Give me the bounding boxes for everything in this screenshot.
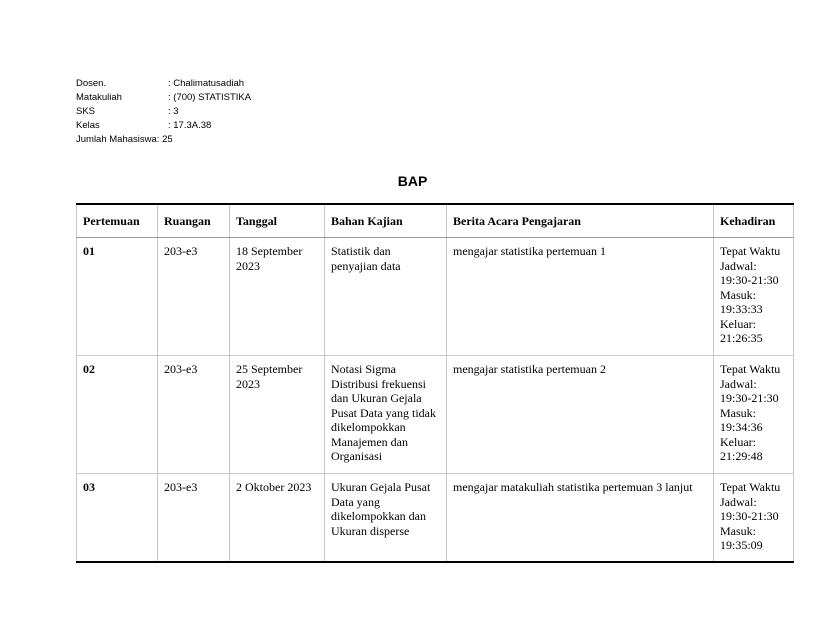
info-row-jumlah-mahasiswa xyxy=(76,133,251,147)
info-value: : 25 xyxy=(156,134,173,145)
cell-bahan-kajian: Ukuran Gejala Pusat Data yang dikelompokkan dan Ukuran disperse xyxy=(325,474,447,562)
table-row xyxy=(77,474,794,562)
cell-berita-acara: mengajar statistika pertemuan 1 xyxy=(447,238,714,356)
cell-bahan-kajian: Notasi Sigma Distribusi frekuensi dan Ukuran Gejala Pusat Data yang tidak dikelompokkan Manajemen dan Organisasi xyxy=(325,356,447,474)
kehadiran-line: 19:35:09 xyxy=(720,538,763,552)
column-header-ruangan: Ruangan xyxy=(158,204,230,238)
cell-tanggal: 25 September 2023 xyxy=(230,356,325,474)
kehadiran-line: Jadwal: xyxy=(720,494,757,509)
kehadiran-status: Tepat Waktu xyxy=(720,244,781,258)
kehadiran-line: 21:29:48 xyxy=(720,449,763,463)
kehadiran-line: 19:30-21:30 xyxy=(720,391,779,405)
info-label: Matakuliah xyxy=(76,92,122,103)
cell-pertemuan: 01 xyxy=(77,238,158,356)
info-label: Dosen. xyxy=(76,78,107,89)
kehadiran-line: 19:30-21:30 xyxy=(720,509,779,523)
kehadiran-line: 21:26:35 xyxy=(720,331,763,345)
course-info xyxy=(76,77,251,147)
kehadiran-line: Masuk: xyxy=(720,405,756,420)
cell-pertemuan: 03 xyxy=(77,474,158,562)
table-header-row xyxy=(77,204,794,238)
kehadiran-line: Keluar: xyxy=(720,434,756,449)
cell-tanggal: 18 September 2023 xyxy=(230,238,325,356)
info-value: : 3 xyxy=(168,106,179,117)
cell-tanggal: 2 Oktober 2023 xyxy=(230,474,325,562)
cell-berita-acara: mengajar statistika pertemuan 2 xyxy=(447,356,714,474)
info-row-matakuliah xyxy=(76,91,251,105)
kehadiran-line: Keluar: xyxy=(720,316,756,331)
kehadiran-status: Tepat Waktu xyxy=(720,362,781,376)
kehadiran-line: Masuk: xyxy=(720,523,756,538)
cell-ruangan: 203-e3 xyxy=(158,356,230,474)
cell-kehadiran xyxy=(714,474,794,562)
kehadiran-line: Masuk: xyxy=(720,287,756,302)
cell-ruangan: 203-e3 xyxy=(158,238,230,356)
kehadiran-status: Tepat Waktu xyxy=(720,480,781,494)
info-label: Kelas xyxy=(76,120,100,131)
column-header-pertemuan: Pertemuan xyxy=(77,204,158,238)
table-row xyxy=(77,356,794,474)
cell-ruangan: 203-e3 xyxy=(158,474,230,562)
info-row-kelas xyxy=(76,119,251,133)
info-value: : (700) STATISTIKA xyxy=(168,92,252,103)
cell-berita-acara: mengajar matakuliah statistika pertemuan 3 lanjut xyxy=(447,474,714,562)
cell-kehadiran xyxy=(714,238,794,356)
kehadiran-line: Jadwal: xyxy=(720,376,757,391)
page-title: BAP xyxy=(397,173,428,189)
info-label: SKS xyxy=(76,106,96,117)
column-header-tanggal: Tanggal xyxy=(230,204,325,238)
info-row-dosen xyxy=(76,77,251,91)
kehadiran-line: 19:34:36 xyxy=(720,420,763,434)
cell-kehadiran xyxy=(714,356,794,474)
column-header-bahan-kajian: Bahan Kajian xyxy=(325,204,447,238)
column-header-berita-acara: Berita Acara Pengajaran xyxy=(447,204,714,238)
kehadiran-line: Jadwal: xyxy=(720,258,757,273)
cell-pertemuan: 02 xyxy=(77,356,158,474)
table-row xyxy=(77,238,794,356)
kehadiran-line: 19:30-21:30 xyxy=(720,273,779,287)
bap-table xyxy=(76,203,794,563)
column-header-kehadiran: Kehadiran xyxy=(714,204,794,238)
info-row-sks xyxy=(76,105,251,119)
kehadiran-line: 19:33:33 xyxy=(720,302,763,316)
cell-bahan-kajian: Statistik dan penyajian data xyxy=(325,238,447,356)
info-label: Jumlah Mahasiswa xyxy=(76,134,157,145)
info-value: : 17.3A.38 xyxy=(168,120,212,131)
info-value: : Chalimatusadiah xyxy=(168,78,245,89)
